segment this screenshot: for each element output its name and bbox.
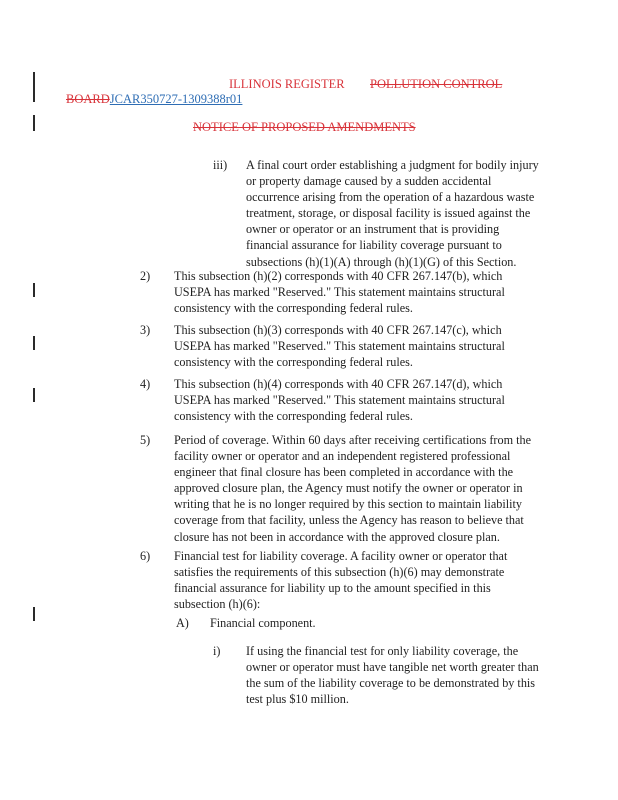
text-line: Financial component. (210, 616, 316, 630)
text-line: facility owner or operator and an independent registered professional (174, 449, 511, 464)
change-bar (33, 72, 35, 102)
text-line: USEPA has marked "Reserved." This statement maintains structural (174, 393, 505, 408)
paragraph-6 (174, 548, 544, 612)
text-line: consistency with the corresponding federal rules. (174, 409, 413, 424)
item-number: 6) (140, 549, 151, 563)
board-name-deleted: POLLUTION CONTROL (370, 77, 503, 91)
header-line-2 (66, 92, 242, 107)
text-line: This subsection (h)(3) corresponds with 40 CFR 267.147(c), which (174, 323, 502, 337)
text-line: A final court order establishing a judgment for bodily injury (246, 158, 539, 172)
item-number: iii) (213, 158, 228, 172)
text-line: owner or operator or an instrument that is providing (246, 222, 500, 237)
change-bar (33, 336, 35, 350)
text-line: consistency with the corresponding federal rules. (174, 355, 413, 370)
change-bar (33, 388, 35, 402)
change-bar (33, 283, 35, 297)
notice-title: NOTICE OF PROPOSED AMENDMENTS (193, 120, 416, 134)
text-line: USEPA has marked "Reserved." This statement maintains structural (174, 285, 505, 300)
text-line: writing that he is no longer required by this section to maintain liability (174, 497, 522, 512)
text-line: treatment, storage, or disposal facility is issued against the (246, 206, 531, 221)
register-title: ILLINOIS REGISTER (229, 77, 345, 91)
text-line: financial assurance for liability up to the amount specified in this (174, 581, 491, 596)
paragraph-iii (246, 157, 546, 270)
paragraph-3 (174, 322, 544, 370)
text-line: subsection (h)(6): (174, 597, 261, 612)
change-bar (33, 607, 35, 621)
item-number: 3) (140, 323, 151, 337)
text-line: If using the financial test for only liability coverage, the (246, 644, 519, 658)
text-line: or property damage caused by a sudden accidental (246, 174, 492, 189)
text-line: approved closure plan, the Agency must notify the owner or operator in (174, 481, 523, 496)
text-line: subsections (h)(1)(A) through (h)(1)(G) of this Section. (246, 254, 517, 269)
item-number: A) (176, 616, 189, 630)
text-line: This subsection (h)(4) corresponds with 40 CFR 267.147(d), which (174, 377, 503, 391)
text-line: satisfies the requirements of this subsection (h)(6) may demonstrate (174, 565, 505, 580)
text-line: coverage from that facility, unless the Agency has reason to believe that (174, 513, 524, 528)
board-name-deleted-2: BOARD (66, 92, 110, 106)
text-line: closure has not been in accordance with the approved closure plan. (174, 529, 500, 544)
text-line: This subsection (h)(2) corresponds with 40 CFR 267.147(b), which (174, 269, 503, 283)
item-number: 4) (140, 377, 151, 391)
text-line: occurrence arising from the operation of a hazardous waste (246, 190, 535, 205)
text-line: engineer that final closure has been completed in accordance with the (174, 465, 514, 480)
paragraph-4 (174, 376, 544, 424)
text-line: USEPA has marked "Reserved." This statement maintains structural (174, 339, 505, 354)
paragraph-5 (174, 432, 554, 545)
item-number: 5) (140, 433, 151, 447)
text-line: test plus $10 million. (246, 692, 349, 707)
item-number: 2) (140, 269, 151, 283)
text-line: financial assurance for liability coverage pursuant to (246, 238, 502, 253)
item-number: i) (213, 644, 221, 658)
jcar-link[interactable]: JCAR350727-1309388r01 (109, 92, 243, 106)
text-line: owner or operator must have tangible net worth greater than (246, 660, 539, 675)
text-line: Financial test for liability coverage. A facility owner or operator that (174, 549, 508, 563)
paragraph-i (246, 643, 546, 707)
paragraph-2 (174, 268, 544, 316)
text-line: the sum of the liability coverage to be demonstrated by this (246, 676, 536, 691)
paragraph-A (210, 615, 510, 631)
change-bar (33, 115, 35, 131)
text-line: Period of coverage. Within 60 days after receiving certifications from the (174, 433, 531, 447)
text-line: consistency with the corresponding federal rules. (174, 301, 413, 316)
